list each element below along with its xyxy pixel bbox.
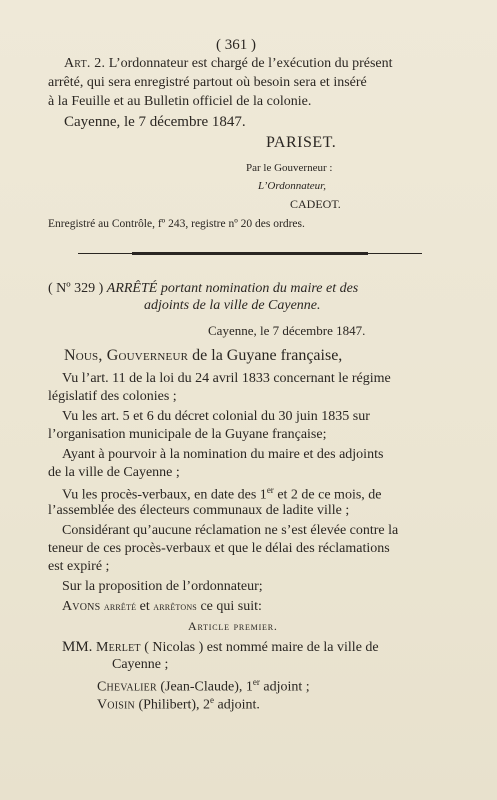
article-2-line-2: arrêté, qui sera enregistré partout où besoin sera et inséré [48,75,367,90]
chevalier-line [97,678,310,695]
page-number: ( 361 ) [216,37,256,53]
voisin-rest-a: (Philibert), 2 [138,697,211,713]
registration-line: Enregistré au Contrôle, fº 243, registre nº 20 des ordres. [48,218,305,230]
decree-title-rest: portant nomination du maire et des [160,281,359,296]
p1-line-1: Vu l’art. 11 de la loi du 24 avril 1833 concernant le régime [62,371,391,386]
avons: Avons [62,599,101,614]
et: et [139,599,150,614]
p4-line-1 [62,486,382,503]
p2-line-2: l’organisation municipale de la Guyane française; [48,427,327,442]
merlet-rest: ( Nicolas ) est nommé maire de la ville de [144,640,379,655]
p1-line-2: législatif des colonies ; [48,389,177,404]
chevalier-sup: er [252,677,260,687]
p5-line-2: teneur de ces procès-verbaux et que le délai des réclamations [48,541,390,556]
decree-title-word: ARRÊTÉ [106,281,158,296]
article-premier: Article premier. [188,619,278,633]
cayenne-line: Cayenne ; [112,657,169,672]
article-2-line-3: à la Feuille et au Bulletin officiel de la colonie. [48,94,312,109]
article-text: L’ordonnateur est chargé de l’exécution du présent [108,56,393,71]
voisin-rest-b: adjoint. [214,697,260,713]
p2-line-1: Vu les art. 5 et 6 du décret colonial du 30 juin 1835 sur [62,409,370,424]
nous-rest: de la Guyane française, [192,347,343,364]
merlet: Merlet [95,640,141,655]
arretons: arrêtons [153,599,197,613]
decree-place-date: Cayenne, le 7 décembre 1847. [208,323,366,338]
section-divider [132,252,368,255]
p5-line-3: est expiré ; [48,559,110,574]
voisin-sup: e [210,695,215,705]
by-governor: Par le Gouverneur : [246,162,333,174]
article-label: Art. 2. [64,56,106,71]
arrete: arrêté [103,599,137,613]
mm: MM. [62,639,93,655]
p5-line-1: Considérant qu’aucune réclamation ne s’est élevée contre la [62,523,399,538]
place-date-top: Cayenne, le 7 décembre 1847. [64,114,246,130]
voisin: Voisin [97,697,135,713]
p3-line-1: Ayant à pourvoir à la nomination du maire et des adjoints [62,447,384,462]
p4-sup: er [266,485,274,495]
p6-line: Sur la proposition de l’ordonnateur; [62,579,263,594]
decree-number: ( Nº 329 ) [48,281,104,296]
avons-line [62,600,262,614]
ordonnateur-title: L’Ordonnateur, [258,180,326,192]
merlet-line [62,640,379,655]
voisin-line [97,696,260,713]
nous-gouverneur: Nous, Gouverneur [64,347,189,364]
nous-line [64,348,342,364]
chevalier-rest-b: adjoint ; [259,679,310,695]
p3-line-2: de la ville de Cayenne ; [48,465,180,480]
chevalier: Chevalier [97,679,157,695]
p4-line-2: l’assemblée des électeurs communaux de ladite ville ; [48,503,350,518]
p4-text-b: et 2 de ce mois, de [273,487,382,503]
article-2-line-1 [64,57,393,71]
decree-title-line-2: adjoints de la ville de Cayenne. [144,298,321,313]
signature: PARISET. [266,134,337,151]
p4-text-a: Vu les procès-verbaux, en date des 1 [62,487,267,503]
decree-title-line-1 [48,282,358,296]
ordonnateur-name: CADEOT. [290,197,341,211]
ce-qui-suit: ce qui suit: [200,599,262,614]
chevalier-rest-a: (Jean-Claude), 1 [160,679,253,695]
